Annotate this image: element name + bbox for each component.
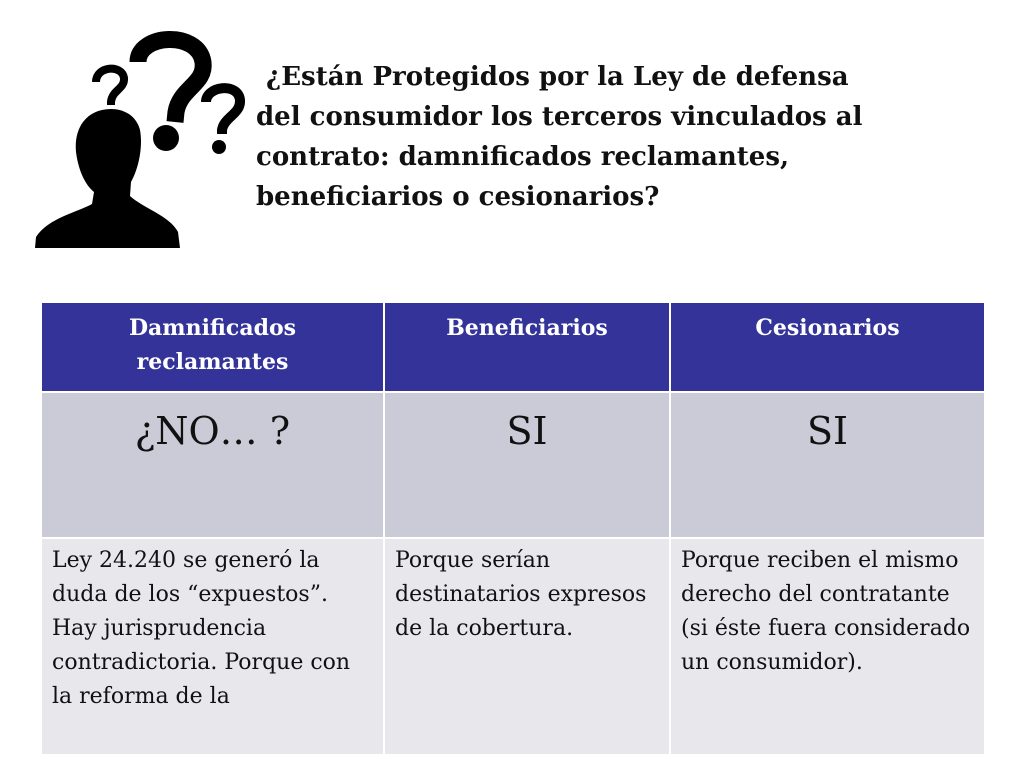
reason-beneficiarios: Porque serían destinatarios expresos de la cobertura. [384,538,670,755]
small-left-question-dot [105,110,117,122]
small-right-question-mark [206,88,240,134]
large-question-mark [138,39,203,122]
table-answer-row [41,392,985,538]
large-question-dot [153,125,179,151]
question-line-1: ¿Están Protegidos por la Ley de defensa [266,62,849,92]
reason-cesionarios: Porque reciben el mismo derecho del contratante (si éste fuera considerado un consumidor). [670,538,985,755]
answer-damnificados: ¿NO… ? [41,392,384,538]
comparison-table [40,301,986,756]
question-line-4: beneficiarios o cesionarios? [256,182,660,212]
slide-question [256,57,1001,217]
small-left-question-mark [96,69,124,105]
reason-damnificados: Ley 24.240 se generó la duda de los “expuestos”. Hay jurisprudencia contradictoria. Porque con la reforma de la [41,538,384,755]
header-damnificados: Damnificados reclamantes [41,302,384,392]
table-reason-row [41,538,985,755]
answer-cesionarios: SI [670,392,985,538]
small-right-question-dot [212,140,226,154]
question-line-3: contrato: damnificados reclamantes, [256,142,790,172]
header-cesionarios: Cesionarios [670,302,985,392]
answer-beneficiarios: SI [384,392,670,538]
question-line-2: del consumidor los terceros vinculados al [256,102,863,132]
thinking-person-with-question-marks-icon [30,18,245,250]
header-beneficiarios: Beneficiarios [384,302,670,392]
table-header-row [41,302,985,392]
